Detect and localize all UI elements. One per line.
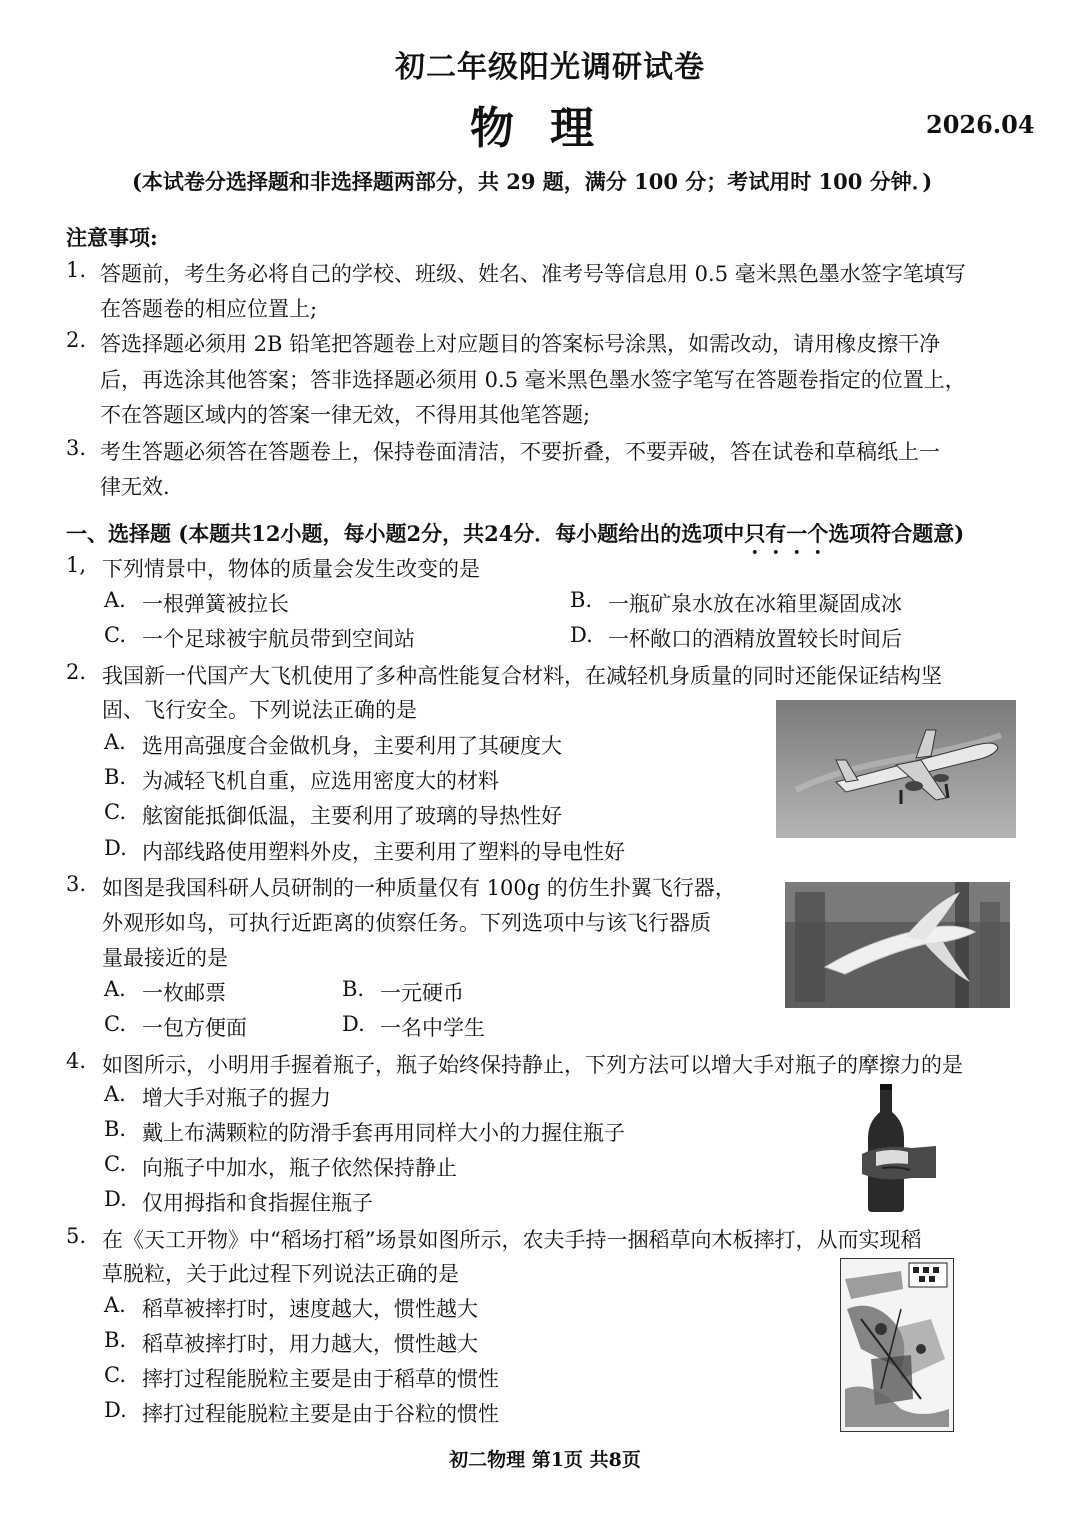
note-number: 2.: [66, 328, 87, 352]
bottle-in-hand-image: [862, 1082, 938, 1214]
note-line: 答题前，考生务必将自己的学校、班级、姓名、准考号等信息用 0.5 毫米黑色墨水签字笔填写: [100, 262, 966, 286]
option-text: 舷窗能抵御低温，主要利用了玻璃的导热性好: [142, 804, 562, 828]
option-label: D.: [104, 1187, 127, 1211]
note-line: 后，再选涂其他答案；答非选择题必须用 0.5 毫米黑色墨水签字笔写在答题卷指定的位置上，: [100, 368, 966, 392]
question-stem: 外观形如鸟，可执行近距离的侦察任务。下列选项中与该飞行器质: [102, 911, 711, 935]
airplane-image: [776, 700, 1016, 838]
option-label: B.: [104, 1117, 127, 1141]
note-line: 在答题卷的相应位置上;: [100, 297, 318, 321]
option-label: A.: [104, 1293, 126, 1317]
bionic-flier-image: [785, 882, 1010, 1008]
question-number: 2.: [66, 660, 87, 684]
option-label: D.: [342, 1012, 365, 1036]
option-text: 稻草被摔打时，速度越大，惯性越大: [142, 1297, 478, 1321]
option-label: B.: [342, 977, 365, 1001]
question-stem: 我国新一代国产大飞机使用了多种高性能复合材料，在减轻机身质量的同时还能保证结构坚: [102, 664, 942, 688]
option-label: D.: [104, 836, 127, 860]
section-heading-emphasis: 只有一个: [744, 521, 829, 546]
note-number: 3.: [66, 436, 87, 460]
option-text: 选用高强度合金做机身，主要利用了其硬度大: [142, 734, 562, 758]
option-label: C.: [104, 1152, 126, 1176]
note-number: 1.: [66, 258, 87, 282]
note-line: 答选择题必须用 2B 铅笔把答题卷上对应题目的答案标号涂黑，如需改动，请用橡皮擦干净: [100, 332, 941, 356]
option-text: 一个足球被宇航员带到空间站: [142, 627, 415, 651]
exam-title: 初二年级阳光调研试卷: [395, 50, 705, 85]
option-text: 一枚邮票: [142, 981, 226, 1005]
question-stem: 量最接近的是: [102, 946, 228, 970]
notes-heading: 注意事项:: [66, 225, 158, 250]
question-number: 5.: [66, 1224, 87, 1248]
option-text: 向瓶子中加水，瓶子依然保持静止: [142, 1156, 457, 1180]
option-label: B.: [570, 588, 593, 612]
question-number: 1,: [66, 553, 87, 577]
note-line: 律无效.: [100, 475, 170, 499]
option-text: 仅用拇指和食指握住瓶子: [142, 1191, 373, 1215]
option-label: A.: [104, 1082, 126, 1106]
option-text: 一名中学生: [380, 1016, 485, 1040]
option-text: 为减轻飞机自重，应选用密度大的材料: [142, 769, 499, 793]
option-text: 一包方便面: [142, 1016, 247, 1040]
threshing-woodcut-image: [840, 1258, 954, 1432]
option-label: C.: [104, 1363, 126, 1387]
option-text: 一杯敞口的酒精放置较长时间后: [608, 627, 902, 651]
option-text: 戴上布满颗粒的防滑手套再用同样大小的力握住瓶子: [142, 1121, 625, 1145]
question-number: 4.: [66, 1049, 87, 1073]
subject-title: 物理: [470, 103, 630, 154]
option-text: 一元硬币: [380, 981, 464, 1005]
option-label: D.: [104, 1398, 127, 1422]
option-label: B.: [104, 765, 127, 789]
note-line: 不在答题区域内的答案一律无效，不得用其他笔答题;: [100, 403, 591, 427]
exam-intro: (本试卷分选择题和非选择题两部分，共 29 题，满分 100 分；考试用时 100 分钟．): [132, 169, 933, 194]
exam-date: 2026.04: [926, 110, 1035, 139]
option-label: D.: [570, 623, 593, 647]
question-stem: 固、飞行安全。下列说法正确的是: [102, 698, 417, 722]
page-footer: 初二物理 第1页 共8页: [449, 1449, 641, 1471]
option-text: 稻草被摔打时，用力越大，惯性越大: [142, 1332, 478, 1356]
option-label: C.: [104, 1012, 126, 1036]
option-label: A.: [104, 730, 126, 754]
question-stem: 如图所示，小明用手握着瓶子，瓶子始终保持静止，下列方法可以增大手对瓶子的摩擦力的是: [102, 1053, 963, 1077]
note-line: 考生答题必须答在答题卷上，保持卷面清洁，不要折叠，不要弄破，答在试卷和草稿纸上一: [100, 440, 940, 464]
question-stem: 如图是我国科研人员研制的一种质量仅有 100g 的仿生扑翼飞行器，: [102, 876, 736, 900]
question-stem: 下列情景中，物体的质量会发生改变的是: [102, 557, 480, 581]
question-number: 3.: [66, 872, 87, 896]
option-label: A.: [104, 977, 126, 1001]
section-heading-prefix: 一、选择题 (本题共12小题，每小题2分，共24分．每小题给出的选项中: [66, 521, 745, 546]
option-label: B.: [104, 1328, 127, 1352]
option-label: A.: [104, 588, 126, 612]
option-text: 摔打过程能脱粒主要是由于稻草的惯性: [142, 1367, 499, 1391]
option-text: 增大手对瓶子的握力: [142, 1086, 331, 1110]
option-label: C.: [104, 800, 126, 824]
option-text: 内部线路使用塑料外皮，主要利用了塑料的导电性好: [142, 840, 625, 864]
option-text: 一瓶矿泉水放在冰箱里凝固成冰: [608, 592, 902, 616]
section-heading-suffix: 选项符合题意): [828, 521, 965, 546]
question-stem: 在《天工开物》中“稻场打稻”场景如图所示，农夫手持一捆稻草向木板摔打，从而实现稻: [102, 1228, 922, 1252]
option-label: C.: [104, 623, 126, 647]
option-text: 摔打过程能脱粒主要是由于谷粒的惯性: [142, 1402, 499, 1426]
question-stem: 草脱粒，关于此过程下列说法正确的是: [102, 1262, 459, 1286]
option-text: 一根弹簧被拉长: [142, 592, 289, 616]
